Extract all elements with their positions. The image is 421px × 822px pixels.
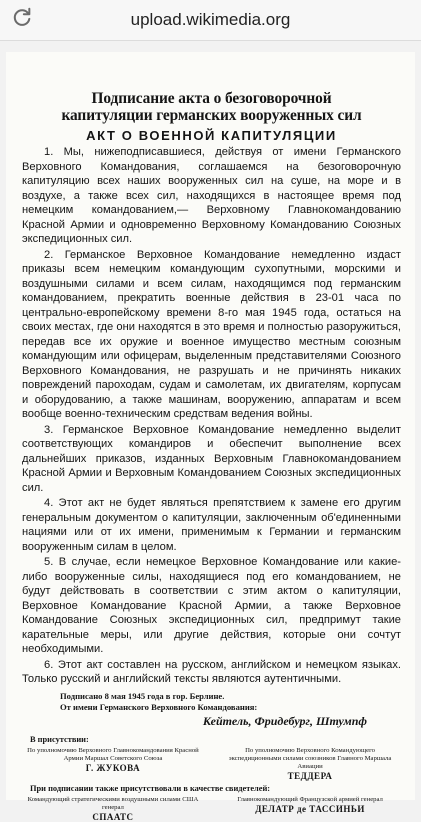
also-present-label: При подписании также присутствовали в качестве свидетелей:: [30, 783, 271, 793]
witness2-left-name: СПААТС: [92, 811, 134, 822]
witness-left-name: Г. ЖУКОВА: [85, 762, 141, 773]
document-subtitle: АКТ О ВОЕННОЙ КАПИТУЛЯЦИИ: [86, 128, 337, 143]
address-bar[interactable]: upload.wikimedia.org: [130, 10, 291, 29]
paragraph-5: 5. В случае, если немецкое Верховное Командование или какие-либо вооруженные силы, находящиеся под его командованием, не будут действовать в соответствии с этим актом о капитуляции, Верховное Командование Красной Армии, а также Верховное Командование Союзных экспедиционных сил, предпримут такие карательные меры, или другие действия, которые они сочтут необходимыми.: [22, 556, 401, 655]
signers: Кейтель, Фридебург, Штумпф: [202, 713, 367, 728]
browser-toolbar: [0, 0, 421, 41]
paragraph-6: 6. Этот акт составлен на русском, английском и немецком языках. Только русский и английский тексты являются аутентичными.: [22, 658, 401, 685]
witness-right-name: ТЕДДЕРА: [287, 770, 333, 781]
document-title-line1: Подписание акта о безоговорочной: [91, 90, 332, 107]
witness2-right-name: ДЕЛАТР де ТАССИНЬИ: [255, 803, 365, 814]
paragraph-1: 1. Мы, нижеподписавшиеся, действуя от имени Германского Верховного Командования, соглашаемся на безоговорочную капитуляцию всех наших вооруженных сил на суше, на море и в воздухе, а также всех сил, находящихся в настоящее время под немецким командованием,— Верховному Главнокомандованию Красной Армии и одновременно Верховному Командованию Союзных экспедиционных сил.: [22, 146, 401, 245]
paragraph-2: 2. Германское Верховное Командование немедленно издаст приказы всем немецким командующим сухопутными, морскими и воздушными силами и всем силам, находящимся под германским командованием, прекратить военные действия в 23-01 часа по центрально-европейскому времени 8-го мая 1945 года, остаться на своих местах, где они находятся в это время и полностью разоружиться, передав все их оружие и военное имущество местным союзным командующим или офицерам, выделенным представителями Союзного Верховного Командования, не разрушать и не причинять никаких повреждений пароходам, судам и самолетам, их двигателям, корпусам и оборудованию, а также машинам, вооружению, аппаратам и всем вообще военно-техническим средствам ведения войны.: [22, 248, 401, 420]
on-behalf-line: От имени Германского Верховного Командования:: [60, 701, 258, 712]
document-body: [6, 52, 415, 821]
paragraph-3: 3. Германское Верховное Командование немедленно выделит соответствующих командиров и обеспечит выполнение всех дальнейших приказов, изданных Верховным Главнокомандованием Красной Армии и Верховным Командованием Союзных экспедиционных сил.: [22, 423, 401, 494]
witness-left-text: По уполномочию Верховного Главнокомандования Красной Армии Маршал Советского Союза: [27, 746, 199, 762]
document-image: [6, 52, 415, 822]
witness2-left: [22, 796, 204, 821]
witness2-right: [219, 796, 401, 821]
witness-left: [22, 747, 204, 780]
witness2-left-text: Командующий стратегическими воздушными силами США генерал: [27, 795, 199, 811]
witness-right: [219, 747, 401, 780]
in-presence-label: В присутствии:: [30, 734, 89, 744]
signed-line: Подписано 8 мая 1945 года в гор. Берлине.: [60, 690, 225, 701]
witness2-right-text: Главнокомандующий Французской армией генерал: [237, 795, 383, 803]
witnesses-row: [22, 747, 401, 780]
witness-right-text: По уполномочию Верховного Командующего экспедиционными силами союзников Главного Маршала Авиации: [228, 746, 392, 770]
witnesses-row-2: [22, 796, 401, 821]
document-title-line2: капитуляции германских вооруженных сил: [61, 107, 362, 124]
paragraph-4: 4. Этот акт не будет являться препятствием к замене его другим генеральным документом о капитуляции, заключенным об'единенными нациями или от их имени, применимым к Германии и германским вооруженным силам в целом.: [22, 497, 401, 553]
